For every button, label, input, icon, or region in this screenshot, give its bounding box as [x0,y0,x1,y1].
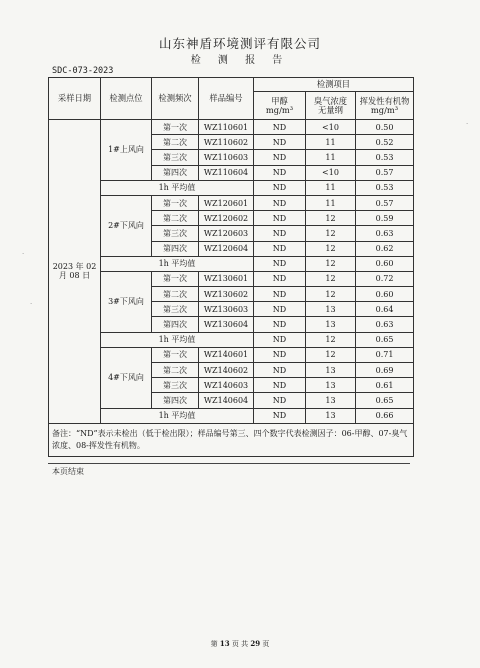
point-cell: 1#上风向 [101,120,152,181]
methanol-cell: ND [254,393,306,408]
average-row [49,256,414,271]
odor-cell: 12 [306,271,356,286]
methanol-cell: ND [254,317,306,332]
sample-id-cell: WZ140603 [199,378,254,393]
odor-label: 臭气浓度 [313,95,348,106]
methanol-cell: ND [254,135,306,150]
methanol-avg-cell: ND [254,408,306,423]
frequency-cell: 第三次 [152,150,199,165]
sampling-date-line1: 2023 年 02 [52,262,97,272]
voc-cell: 0.60 [356,287,414,302]
odor-cell: 13 [306,302,356,317]
voc-cell: 0.59 [356,211,414,226]
odor-cell: 11 [306,150,356,165]
methanol-cell: ND [254,195,306,210]
frequency-cell: 第四次 [152,393,199,408]
average-row [49,408,414,423]
methanol-cell: ND [254,165,306,180]
odor-cell: <10 [306,165,356,180]
odor-cell: 12 [306,347,356,362]
page-total: 29 [250,639,261,648]
frequency-cell: 第二次 [152,287,199,302]
sample-id-cell: WZ130604 [199,317,254,332]
col-header-voc [356,92,414,120]
sample-id-cell: WZ120601 [199,195,254,210]
end-of-page-text: 本页结束 [52,467,84,476]
sample-id-cell: WZ130602 [199,287,254,302]
voc-cell: 0.71 [356,347,414,362]
odor-cell: 12 [306,241,356,256]
point-cell: 4#下风向 [101,347,152,408]
odor-cell: 11 [306,135,356,150]
scan-speck: · [466,120,469,128]
sample-id-cell: WZ130603 [199,302,254,317]
sample-id-cell: WZ130601 [199,271,254,286]
methanol-cell: ND [254,211,306,226]
voc-avg-cell: 0.66 [356,408,414,423]
voc-cell: 0.53 [356,150,414,165]
page-suffix: 页 [262,640,270,648]
sampling-date-line2: 月 08 日 [58,271,91,281]
page-mid: 页 共 [231,640,249,648]
sample-id-cell: WZ120602 [199,211,254,226]
odor-cell: 13 [306,378,356,393]
frequency-cell: 第一次 [152,271,199,286]
odor-avg-cell: 11 [306,180,356,195]
methanol-cell: ND [254,226,306,241]
voc-cell: 0.72 [356,271,414,286]
average-row [49,180,414,195]
odor-cell: 13 [306,393,356,408]
frequency-cell: 第二次 [152,135,199,150]
voc-avg-cell: 0.60 [356,256,414,271]
document-number: SDC-073-2023 [52,66,114,76]
methanol-cell: ND [254,363,306,378]
voc-cell: 0.57 [356,165,414,180]
sample-id-cell: WZ120604 [199,241,254,256]
voc-cell: 0.52 [356,135,414,150]
frequency-cell: 第三次 [152,302,199,317]
sample-id-cell: WZ140604 [199,393,254,408]
voc-label: 挥发性有机物 [359,95,410,106]
table-row [49,195,414,210]
methanol-cell: ND [254,150,306,165]
methanol-cell: ND [254,271,306,286]
methanol-label: 甲醇 [271,95,288,106]
point-cell: 2#下风向 [101,195,152,256]
frequency-cell: 第四次 [152,317,199,332]
voc-unit: mg/m³ [370,104,399,115]
sample-id-cell: WZ110604 [199,165,254,180]
odor-avg-cell: 12 [306,256,356,271]
average-label-cell: 1h 平均值 [101,256,254,271]
scan-speck: · [30,300,33,308]
voc-cell: 0.62 [356,241,414,256]
methanol-cell: ND [254,302,306,317]
col-header-point: 检测点位 [101,78,152,120]
odor-cell: 12 [306,226,356,241]
company-name: 山东神盾环境测评有限公司 [158,36,321,51]
odor-cell: 13 [306,363,356,378]
methanol-avg-cell: ND [254,332,306,347]
frequency-cell: 第一次 [152,195,199,210]
sample-id-cell: WZ110602 [199,135,254,150]
page-prefix: 第 [210,640,218,648]
sample-id-cell: WZ120603 [199,226,254,241]
voc-avg-cell: 0.65 [356,332,414,347]
voc-cell: 0.63 [356,317,414,332]
end-divider [48,463,410,464]
frequency-cell: 第二次 [152,211,199,226]
odor-avg-cell: 12 [306,332,356,347]
methanol-cell: ND [254,287,306,302]
sample-id-cell: WZ140602 [199,363,254,378]
col-header-sample-id: 样品编号 [199,78,254,120]
average-label-cell: 1h 平均值 [101,408,254,423]
voc-cell: 0.65 [356,393,414,408]
methanol-cell: ND [254,347,306,362]
frequency-cell: 第一次 [152,120,199,135]
voc-cell: 0.61 [356,378,414,393]
voc-cell: 0.69 [356,363,414,378]
voc-cell: 0.50 [356,120,414,135]
note-cell: 备注：“ND”表示未检出（低于检出限）；样品编号第三、四个数字代表检测因子：06-甲醇、07-臭气浓度、08-挥发性有机物。 [49,423,414,456]
average-row [49,332,414,347]
voc-cell: 0.64 [356,302,414,317]
methanol-unit: mg/m³ [265,104,294,115]
odor-cell: <10 [306,120,356,135]
page-number [0,639,480,649]
frequency-cell: 第三次 [152,378,199,393]
methanol-cell: ND [254,241,306,256]
table-row [49,347,414,362]
col-header-date: 采样日期 [49,78,101,120]
odor-avg-cell: 13 [306,408,356,423]
col-header-frequency: 检测频次 [152,78,199,120]
methanol-avg-cell: ND [254,180,306,195]
odor-cell: 13 [306,317,356,332]
sample-id-cell: WZ110601 [199,120,254,135]
results-table [48,77,414,457]
frequency-cell: 第四次 [152,241,199,256]
note-row [49,423,414,456]
col-header-methanol [254,92,306,120]
col-header-odor [306,92,356,120]
point-cell: 3#下风向 [101,271,152,332]
frequency-cell: 第三次 [152,226,199,241]
methanol-avg-cell: ND [254,256,306,271]
col-header-items: 检测项目 [254,78,414,92]
voc-cell: 0.63 [356,226,414,241]
sampling-date-cell [49,120,101,424]
odor-cell: 12 [306,287,356,302]
table-row [49,271,414,286]
header-row [49,78,414,92]
odor-cell: 11 [306,195,356,210]
methanol-cell: ND [254,120,306,135]
scan-speck: · [22,250,25,258]
report-title: 检 测 报 告 [190,55,290,66]
page-current: 13 [219,639,230,648]
odor-cell: 12 [306,211,356,226]
frequency-cell: 第二次 [152,363,199,378]
sample-id-cell: WZ140601 [199,347,254,362]
sample-id-cell: WZ110603 [199,150,254,165]
average-label-cell: 1h 平均值 [101,332,254,347]
frequency-cell: 第四次 [152,165,199,180]
frequency-cell: 第一次 [152,347,199,362]
average-label-cell: 1h 平均值 [101,180,254,195]
methanol-cell: ND [254,378,306,393]
table-row [49,120,414,135]
voc-avg-cell: 0.53 [356,180,414,195]
odor-unit: 无量纲 [318,104,343,115]
voc-cell: 0.57 [356,195,414,210]
